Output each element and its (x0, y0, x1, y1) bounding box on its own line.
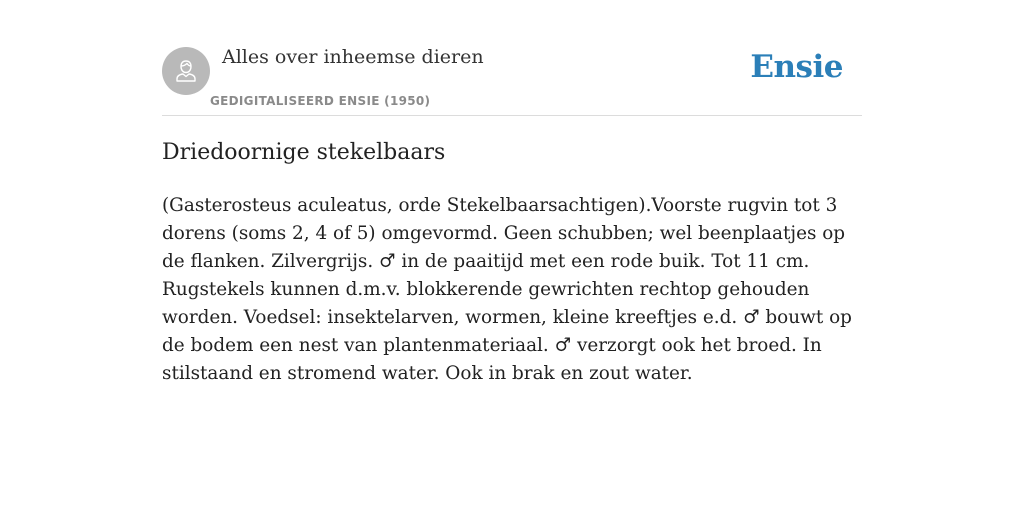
entry-body: (Gasterosteus aculeatus, orde Stekelbaarsachtigen).Voorste rugvin tot 3 dorens (soms 2, 4 of 5) omgevormd. Geen schubben; wel beenplaatjes op de flanken. Zilvergrijs. ♂ in de paaitijd met een rode buik. Tot 11 cm. Rugstekels kunnen d.m.v. blokkerende gewrichten rechtop gehouden worden. Voedsel: insektelarven, wormen, kleine kreeftjes e.d. ♂ bouwt op de bodem een nest van plantenmateriaal. ♂ verzorgt ook het broed. In stilstaand en stromend water. Ook in brak en zout water. (162, 195, 852, 384)
entry-title: Driedoornige stekelbaars (162, 140, 446, 165)
site-subtitle: GEDIGITALISEERD ENSIE (1950) (210, 94, 431, 108)
header (162, 0, 862, 116)
avatar[interactable] (162, 47, 210, 95)
user-icon (172, 57, 200, 85)
brand-logo[interactable]: Ensie (750, 49, 843, 85)
page-container (162, 0, 862, 512)
site-title[interactable]: Alles over inheemse dieren (222, 46, 484, 68)
